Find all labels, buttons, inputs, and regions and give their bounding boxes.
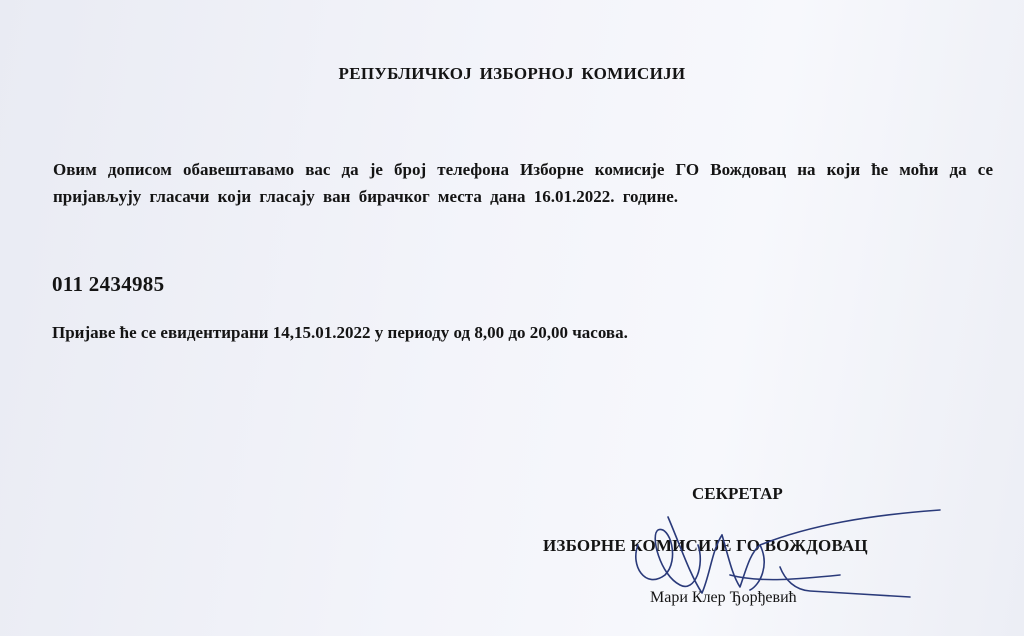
- phone-number: 011 2434985: [52, 272, 165, 296]
- signature-title: СЕКРЕТАР: [692, 484, 783, 503]
- signature-organization: ИЗБОРНЕ КОМИСИЈЕ ГО ВОЖДОВАЦ: [543, 536, 868, 555]
- body-paragraph: Овим дописом обавештавамо вас да је број телефона Изборне комисије ГО Вождовац на који ће моћи да се пријављују гласачи који гласају ван бирачког места дана 16.01.2022. године.: [53, 160, 993, 206]
- registration-notice: Пријаве ће се евидентирани 14,15.01.2022 у периоду од 8,00 до 20,00 часова.: [52, 323, 628, 342]
- document-heading: РЕПУБЛИЧКОЈ ИЗБОРНОЈ КОМИСИЈИ: [338, 64, 686, 83]
- signer-name: Мари Клер Ђорђевић: [650, 589, 797, 606]
